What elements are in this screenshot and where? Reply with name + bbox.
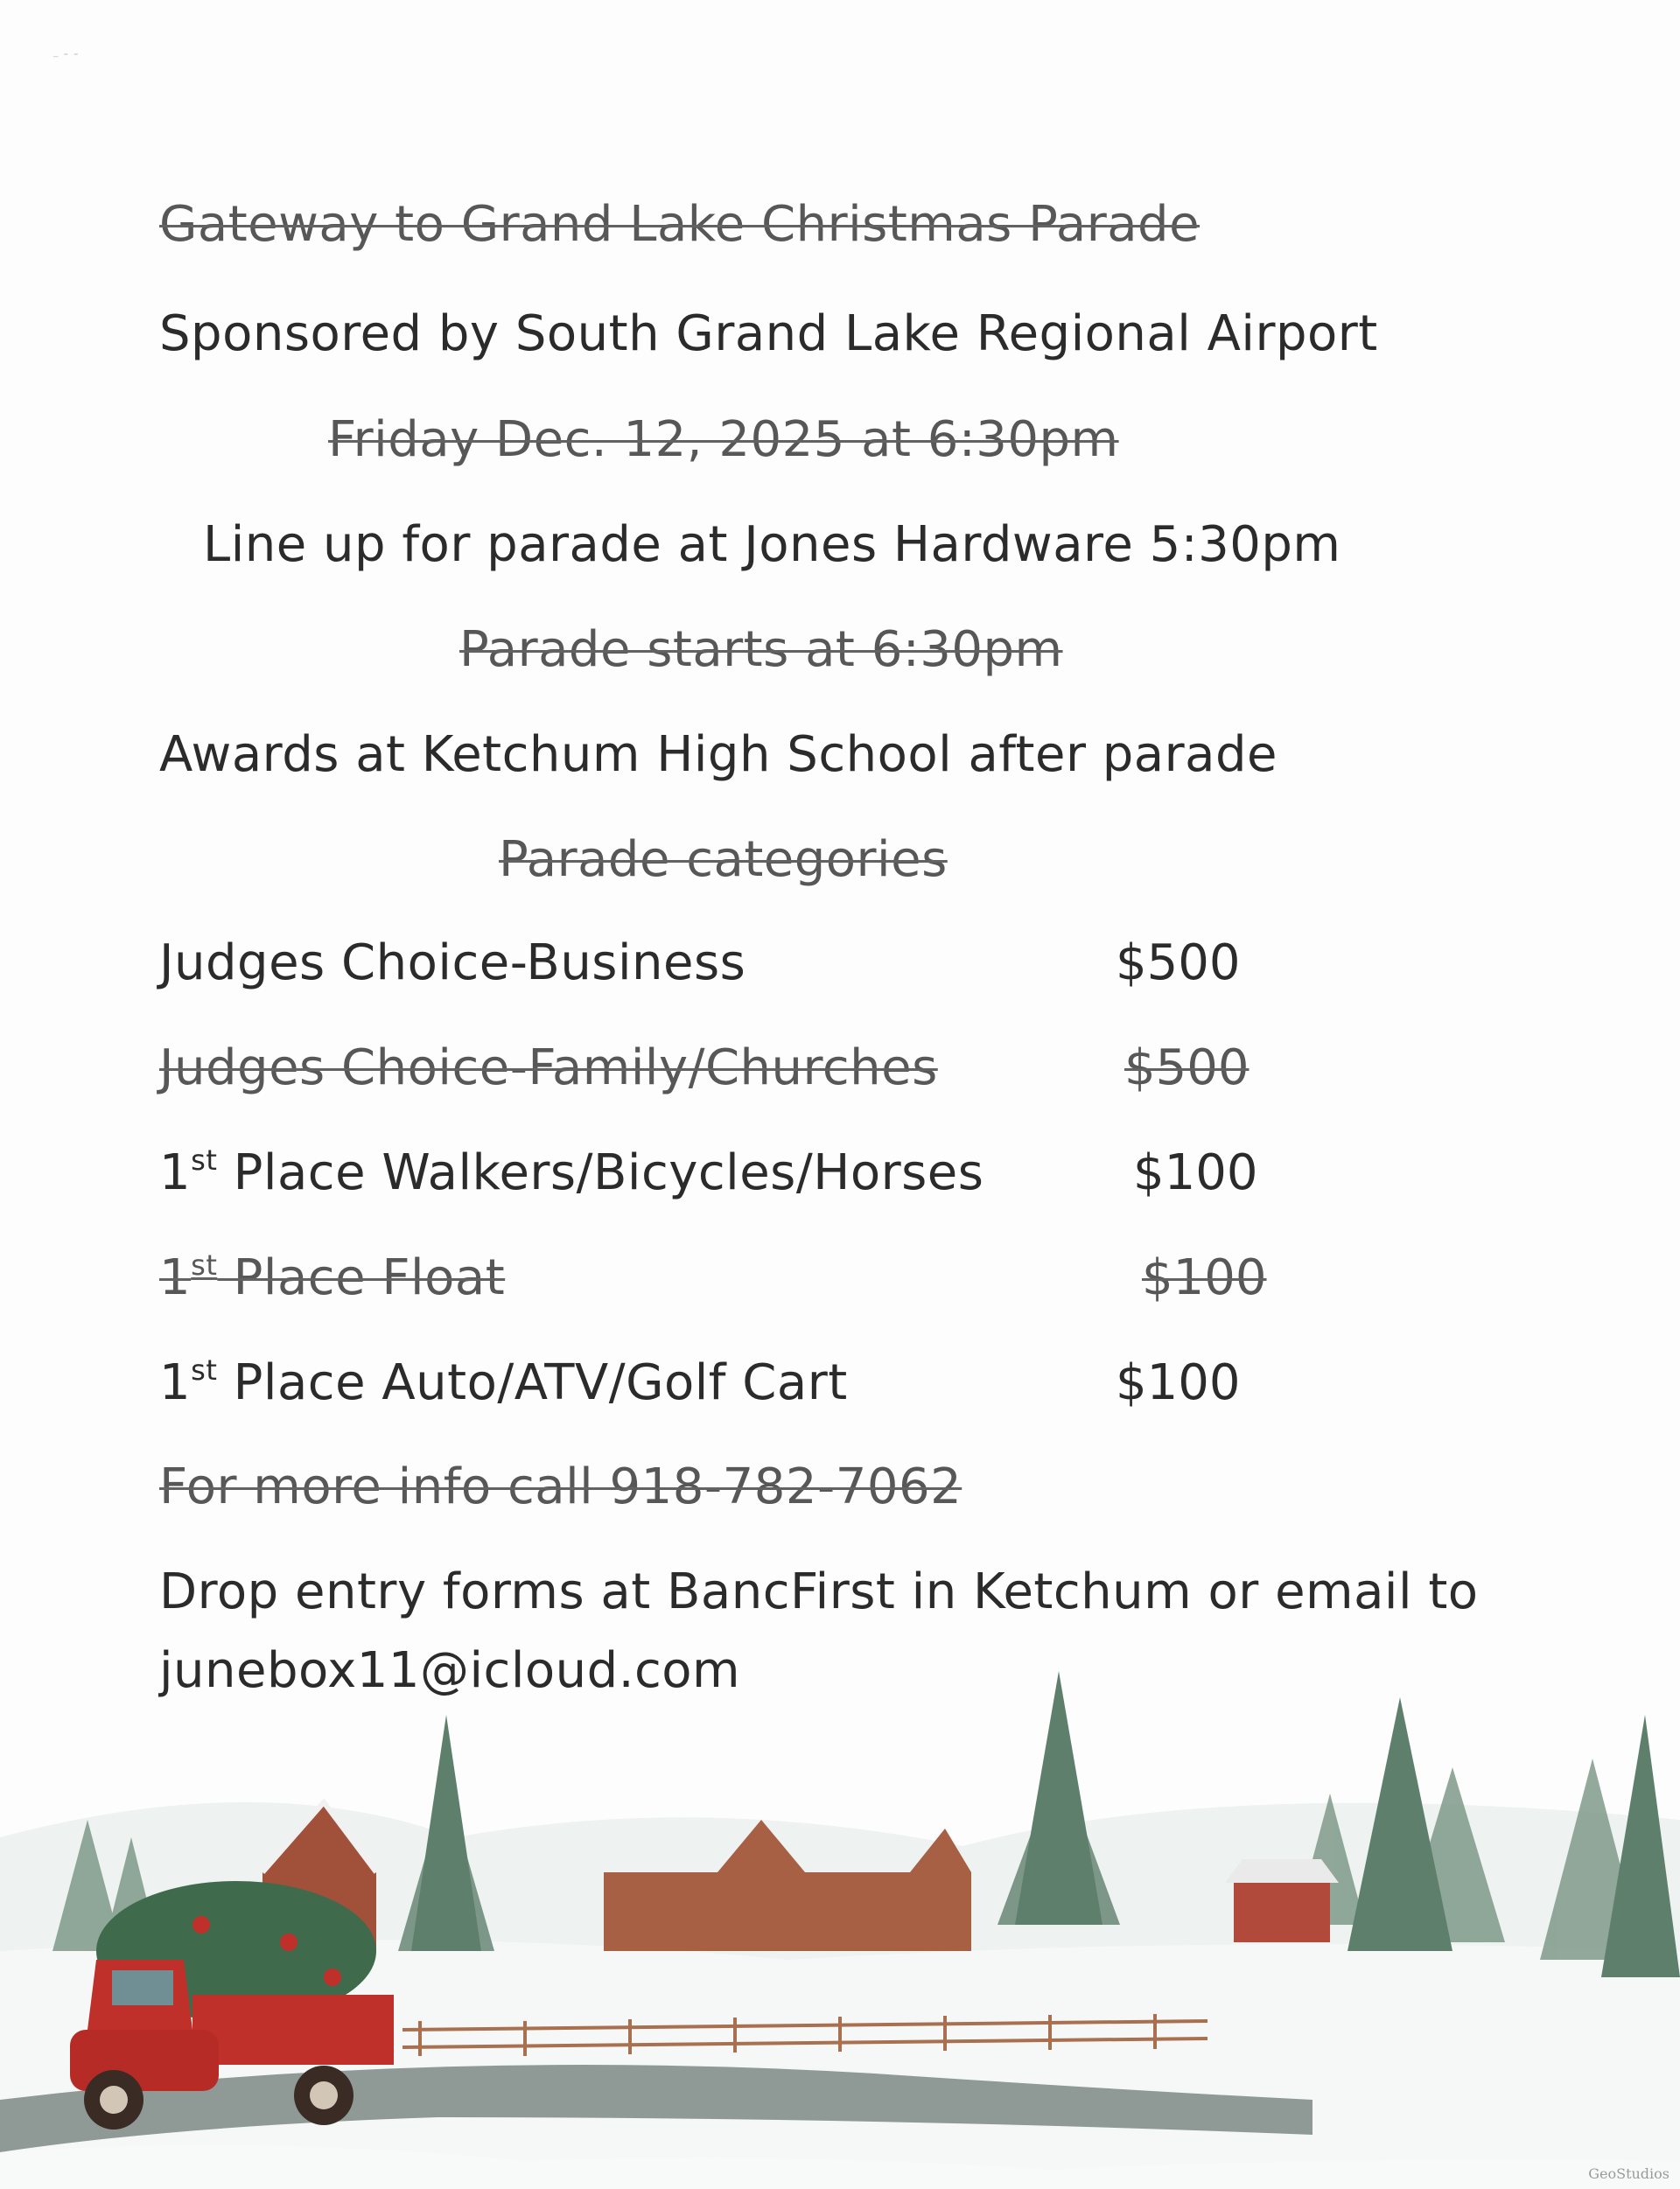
category-label: Judges Choice-Family/Churches xyxy=(159,1039,938,1096)
category-label: 1st Place Auto/ATV/Golf Cart xyxy=(159,1353,848,1411)
category-label: Judges Choice-Business xyxy=(159,934,746,991)
category-amount: $100 xyxy=(1142,1249,1267,1306)
event-date: Friday Dec. 12, 2025 at 6:30pm xyxy=(328,411,1119,468)
illustration-credit: GeoStudios xyxy=(1588,2165,1670,2182)
info-line: For more info call 918-782-7062 xyxy=(159,1458,962,1515)
email-address: junebox11@icloud.com xyxy=(159,1642,741,1699)
category-label: 1st Place Float xyxy=(159,1248,506,1306)
category-amount: $500 xyxy=(1124,1039,1250,1096)
start-line: Parade starts at 6:30pm xyxy=(459,621,1063,678)
category-amount: $500 xyxy=(1116,934,1241,991)
category-amount: $100 xyxy=(1133,1144,1258,1201)
category-amount: $100 xyxy=(1116,1354,1241,1411)
category-label: 1st Place Walkers/Bicycles/Horses xyxy=(159,1143,984,1201)
drop-forms-line: Drop entry forms at BancFirst in Ketchum or email to xyxy=(159,1563,1479,1620)
awards-line: Awards at Ketchum High School after parade xyxy=(159,726,1278,783)
sponsor-line: Sponsored by South Grand Lake Regional Airport xyxy=(159,305,1378,362)
winter-farm-illustration xyxy=(0,1662,1680,2189)
lineup-line: Line up for parade at Jones Hardware 5:30pm xyxy=(203,516,1341,573)
flyer-title: Gateway to Grand Lake Christmas Parade xyxy=(159,196,1200,253)
categories-heading: Parade categories xyxy=(499,831,948,888)
scan-artifact: ⁻ ˉ ˉ xyxy=(52,52,80,66)
